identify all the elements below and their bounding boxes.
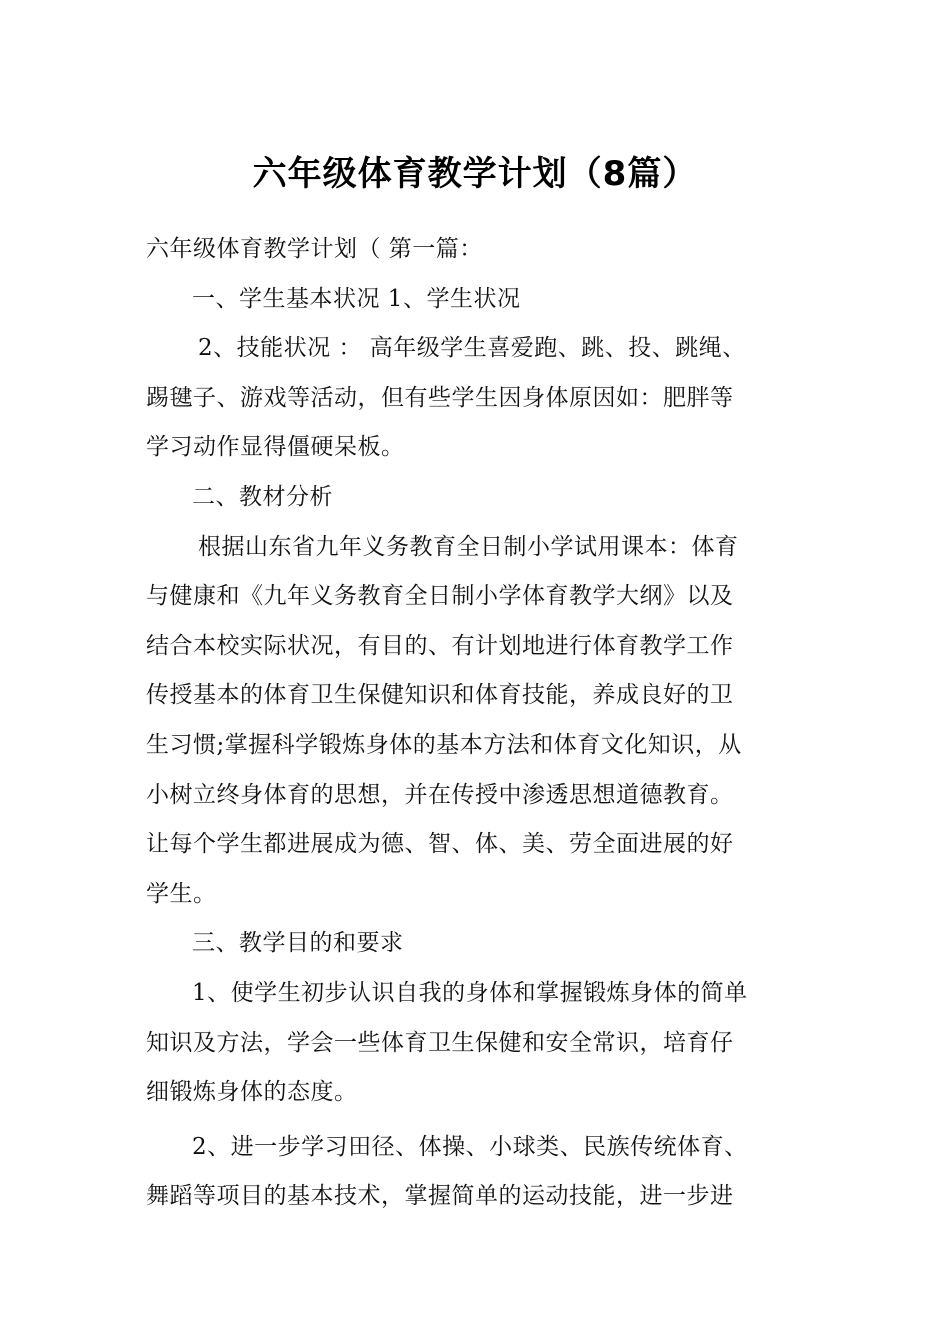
paragraph-line: 学生。 [146, 880, 217, 907]
document-title: 六年级体育教学计划（8篇） [252, 153, 698, 194]
paragraph-line: 结合本校实际状况，有目的、有计划地进行体育教学工作 [146, 632, 734, 659]
paragraph-line: 2、技能状况 ： 高年级学生喜爱跑、跳、投、跳绳、 [198, 335, 746, 362]
paragraph-line: 与健康和《九年义务教育全日制小学体育教学大纲》以及 [146, 583, 734, 610]
paragraph-line: 小树立终身体育的思想，并在传授中渗透思想道德教育。 [146, 781, 734, 808]
paragraph-line: 让每个学生都进展成为德、智、体、美、劳全面进展的好 [146, 831, 734, 858]
paragraph-line: 一、学生基本状况 1、学生状况 [192, 285, 521, 312]
paragraph-line: 2、进一步学习田径、体操、小球类、民族传统体育、 [192, 1133, 748, 1160]
section-heading-first: 六年级体育教学计划（ 第一篇： [146, 236, 483, 262]
paragraph-line: 学习动作显得僵硬呆板。 [146, 434, 405, 461]
section-heading: 二、教材分析 [192, 483, 333, 510]
document-body [146, 225, 810, 1222]
paragraph-line: 舞蹈等项目的基本技术，掌握简单的运动技能，进一步进 [146, 1183, 734, 1210]
paragraph-line: 1、使学生初步认识自我的身体和掌握锻炼身体的简单 [192, 979, 748, 1006]
paragraph-line: 知识及方法，学会一些体育卫生保健和安全常识，培育仔 [146, 1029, 734, 1056]
paragraph-line: 根据山东省九年义务教育全日制小学试用课本：体育 [198, 533, 739, 560]
paragraph-line: 生习惯;掌握科学锻炼身体的基本方法和体育文化知识，从 [146, 731, 742, 758]
paragraph-line: 踢毽子、游戏等活动，但有些学生因身体原因如：肥胖等 [146, 384, 734, 411]
paragraph-line: 传授基本的体育卫生保健知识和体育技能，养成良好的卫 [146, 682, 734, 709]
section-heading: 三、教学目的和要求 [192, 930, 404, 957]
paragraph-line: 细锻炼身体的态度。 [146, 1079, 358, 1106]
